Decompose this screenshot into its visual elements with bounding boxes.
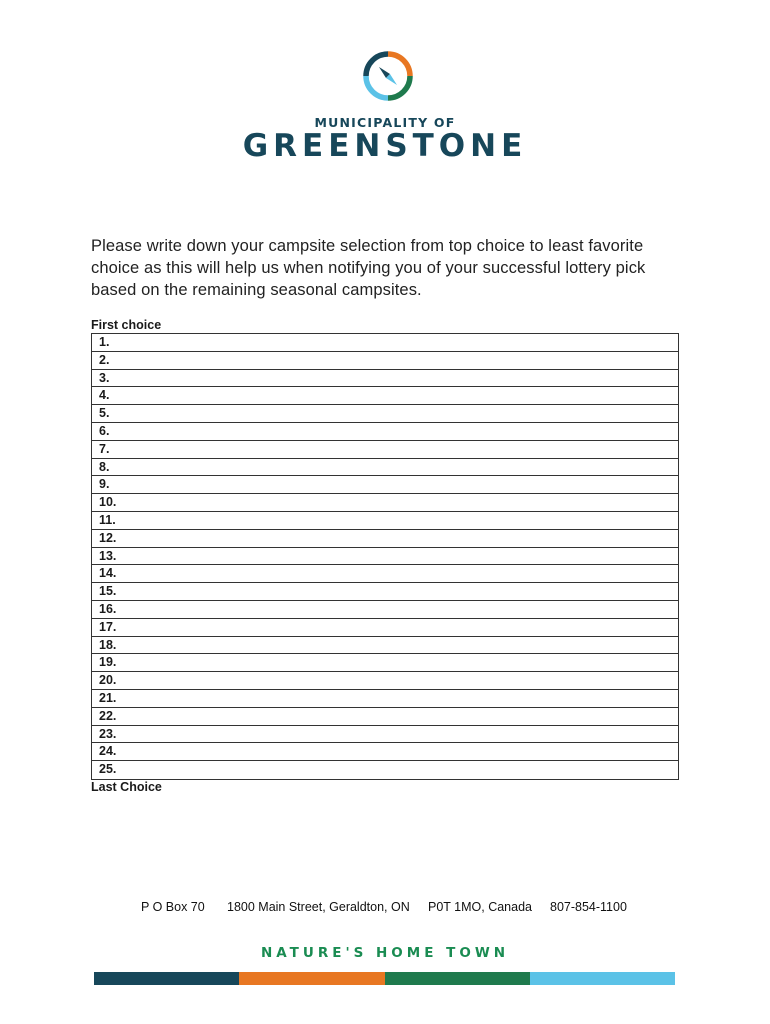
choice-row[interactable]: 7. [92, 441, 678, 459]
choice-row[interactable]: 17. [92, 619, 678, 637]
choice-row[interactable]: 16. [92, 601, 678, 619]
choice-list [91, 333, 679, 780]
choice-row[interactable]: 1. [92, 334, 678, 352]
intro-text: Please write down your campsite selection from top choice to least favorite choice as this will help us when notifying you of your successful lottery pick based on the remaining seasonal campsites. [91, 237, 646, 299]
po-box: P O Box 70 [141, 900, 205, 914]
choice-row[interactable]: 10. [92, 494, 678, 512]
choice-row[interactable]: 5. [92, 405, 678, 423]
brand-title: GREENSTONE [242, 128, 528, 164]
choice-row[interactable]: 12. [92, 530, 678, 548]
choice-row[interactable]: 23. [92, 726, 678, 744]
choice-row[interactable]: 13. [92, 548, 678, 566]
choice-row[interactable]: 18. [92, 637, 678, 655]
choice-row[interactable]: 20. [92, 672, 678, 690]
color-bar-segment [94, 972, 239, 985]
color-bar [94, 972, 675, 985]
choice-row[interactable]: 6. [92, 423, 678, 441]
street-address: 1800 Main Street, Geraldton, ON [227, 900, 410, 914]
tagline: NATURE'S HOME TOWN [260, 945, 510, 961]
choice-row[interactable]: 24. [92, 743, 678, 761]
municipality-label: MUNICIPALITY OF [314, 115, 456, 130]
color-bar-segment [530, 972, 675, 985]
color-bar-segment [385, 972, 530, 985]
choice-row[interactable]: 9. [92, 476, 678, 494]
compass-icon [362, 50, 414, 102]
choice-row[interactable]: 11. [92, 512, 678, 530]
phone-number: 807-854-1100 [550, 900, 627, 914]
choice-row[interactable]: 21. [92, 690, 678, 708]
choice-row[interactable]: 25. [99, 762, 117, 777]
first-choice-label: First choice [91, 318, 162, 332]
choice-row[interactable]: 2. [92, 352, 678, 370]
choice-row[interactable]: 3. [92, 370, 678, 388]
postal-code: P0T 1MO, Canada [428, 900, 532, 914]
choice-row[interactable]: 19. [92, 654, 678, 672]
choice-row[interactable]: 8. [92, 459, 678, 477]
choice-row[interactable]: 15. [92, 583, 678, 601]
choice-row[interactable]: 14. [92, 565, 678, 583]
color-bar-segment [239, 972, 384, 985]
choice-row[interactable]: 4. [92, 387, 678, 405]
choice-row[interactable]: 22. [92, 708, 678, 726]
last-choice-label: Last Choice [91, 780, 162, 794]
